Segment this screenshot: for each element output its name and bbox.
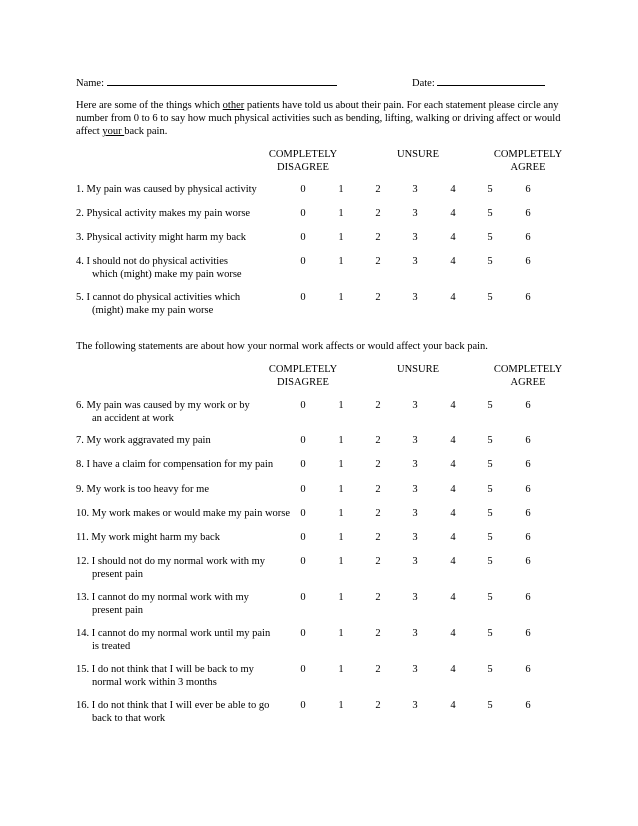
statement-line-1: 6. My pain was caused by my work or by	[76, 400, 250, 411]
date-blank[interactable]	[437, 74, 545, 86]
rating-option-0[interactable]: 0	[300, 184, 306, 195]
rating-option-0[interactable]: 0	[300, 628, 306, 639]
rating-option-5[interactable]: 5	[487, 256, 493, 267]
scale-header-disagree: COMPLETELY DISAGREE	[268, 149, 338, 173]
scale-header-disagree-2: COMPLETELY DISAGREE	[268, 364, 338, 388]
rating-option-2[interactable]: 2	[375, 400, 381, 411]
rating-option-6[interactable]: 6	[525, 232, 531, 243]
rating-option-0[interactable]: 0	[300, 484, 306, 495]
rating-option-5[interactable]: 5	[487, 592, 493, 603]
rating-option-1[interactable]: 1	[338, 628, 344, 639]
rating-option-6[interactable]: 6	[525, 484, 531, 495]
scale-header-unsure: UNSURE	[396, 149, 439, 160]
intro-text-3: back pain.	[124, 126, 168, 137]
rating-option-2[interactable]: 2	[375, 508, 381, 519]
statement-line-2: present pain	[92, 605, 144, 616]
scale-header-agree: COMPLETELY AGREE	[493, 149, 563, 173]
rating-option-3[interactable]: 3	[412, 628, 418, 639]
rating-option-4[interactable]: 4	[450, 628, 456, 639]
rating-option-1[interactable]: 1	[338, 508, 344, 519]
statement-section2-1	[76, 399, 296, 425]
statement-section2-8	[76, 591, 296, 617]
statement-line-1: 2. Physical activity makes my pain worse	[76, 208, 251, 219]
rating-option-0[interactable]: 0	[300, 435, 306, 446]
statement-line-2: (might) make my pain worse	[92, 305, 214, 316]
rating-option-0[interactable]: 0	[300, 459, 306, 470]
rating-option-0[interactable]: 0	[300, 208, 306, 219]
rating-option-2[interactable]: 2	[375, 459, 381, 470]
rating-option-6[interactable]: 6	[525, 400, 531, 411]
rating-option-2[interactable]: 2	[375, 532, 381, 543]
statement-section2-10	[76, 663, 296, 689]
rating-option-0[interactable]: 0	[300, 256, 306, 267]
rating-option-4[interactable]: 4	[450, 256, 456, 267]
rating-option-6[interactable]: 6	[525, 292, 531, 303]
rating-option-2[interactable]: 2	[375, 664, 381, 675]
rating-option-1[interactable]: 1	[338, 556, 344, 567]
rating-option-1[interactable]: 1	[338, 484, 344, 495]
rating-option-1[interactable]: 1	[338, 400, 344, 411]
statement-line-1: 7. My work aggravated my pain	[76, 435, 211, 446]
rating-option-2[interactable]: 2	[375, 628, 381, 639]
rating-option-4[interactable]: 4	[450, 556, 456, 567]
statement-line-2: back to that work	[92, 713, 166, 724]
rating-option-5[interactable]: 5	[487, 532, 493, 543]
rating-option-1[interactable]: 1	[338, 232, 344, 243]
rating-option-4[interactable]: 4	[450, 400, 456, 411]
rating-option-3[interactable]: 3	[412, 232, 418, 243]
rating-option-6[interactable]: 6	[525, 628, 531, 639]
rating-option-5[interactable]: 5	[487, 700, 493, 711]
rating-option-6[interactable]: 6	[525, 532, 531, 543]
rating-option-3[interactable]: 3	[412, 435, 418, 446]
rating-option-5[interactable]: 5	[487, 459, 493, 470]
rating-option-2[interactable]: 2	[375, 256, 381, 267]
rating-option-4[interactable]: 4	[450, 508, 456, 519]
rating-option-5[interactable]: 5	[487, 556, 493, 567]
rating-option-6[interactable]: 6	[525, 508, 531, 519]
statement-section1-4	[76, 255, 296, 281]
rating-option-5[interactable]: 5	[487, 664, 493, 675]
rating-option-5[interactable]: 5	[487, 184, 493, 195]
rating-option-3[interactable]: 3	[412, 208, 418, 219]
rating-option-4[interactable]: 4	[450, 484, 456, 495]
rating-option-0[interactable]: 0	[300, 700, 306, 711]
rating-option-6[interactable]: 6	[525, 700, 531, 711]
rating-option-0[interactable]: 0	[300, 664, 306, 675]
rating-option-1[interactable]: 1	[338, 184, 344, 195]
rating-option-3[interactable]: 3	[412, 184, 418, 195]
rating-option-2[interactable]: 2	[375, 292, 381, 303]
name-label: Name:	[76, 78, 104, 89]
rating-option-1[interactable]: 1	[338, 208, 344, 219]
rating-option-6[interactable]: 6	[525, 208, 531, 219]
rating-option-3[interactable]: 3	[412, 532, 418, 543]
rating-option-2[interactable]: 2	[375, 232, 381, 243]
rating-option-0[interactable]: 0	[300, 292, 306, 303]
rating-option-2[interactable]: 2	[375, 184, 381, 195]
statement-line-1: 11. My work might harm my back	[76, 532, 220, 543]
rating-option-4[interactable]: 4	[450, 184, 456, 195]
rating-option-3[interactable]: 3	[412, 459, 418, 470]
rating-option-5[interactable]: 5	[487, 484, 493, 495]
rating-option-1[interactable]: 1	[338, 700, 344, 711]
rating-option-0[interactable]: 0	[300, 232, 306, 243]
rating-option-5[interactable]: 5	[487, 435, 493, 446]
statement-section2-3	[76, 458, 296, 471]
intro-emphasis-other: other	[222, 100, 245, 111]
rating-option-6[interactable]: 6	[525, 435, 531, 446]
rating-option-2[interactable]: 2	[375, 435, 381, 446]
rating-option-0[interactable]: 0	[300, 400, 306, 411]
statement-line-1: 13. I cannot do my normal work with my	[76, 592, 249, 603]
statement-line-2: is treated	[92, 641, 131, 652]
rating-option-3[interactable]: 3	[412, 700, 418, 711]
rating-option-6[interactable]: 6	[525, 459, 531, 470]
rating-option-4[interactable]: 4	[450, 435, 456, 446]
rating-option-0[interactable]: 0	[300, 556, 306, 567]
rating-option-4[interactable]: 4	[450, 592, 456, 603]
intro-paragraph	[76, 99, 566, 138]
rating-option-2[interactable]: 2	[375, 592, 381, 603]
statement-line-1: 14. I cannot do my normal work until my pain	[76, 628, 271, 639]
rating-option-6[interactable]: 6	[525, 256, 531, 267]
rating-option-1[interactable]: 1	[338, 435, 344, 446]
rating-option-6[interactable]: 6	[525, 556, 531, 567]
rating-option-3[interactable]: 3	[412, 592, 418, 603]
rating-option-5[interactable]: 5	[487, 292, 493, 303]
statement-line-2: normal work within 3 months	[92, 677, 217, 688]
rating-option-1[interactable]: 1	[338, 459, 344, 470]
statement-line-1: 10. My work makes or would make my pain worse	[76, 508, 291, 519]
intro-text-1: Here are some of the things which	[76, 100, 223, 111]
statement-line-1: 16. I do not think that I will ever be able to go	[76, 700, 270, 711]
statement-line-1: 15. I do not think that I will be back to my	[76, 664, 254, 675]
rating-option-6[interactable]: 6	[525, 592, 531, 603]
rating-option-4[interactable]: 4	[450, 459, 456, 470]
statement-section2-7	[76, 555, 296, 581]
scale-header-unsure-2: UNSURE	[396, 364, 439, 375]
statement-line-1: 3. Physical activity might harm my back	[76, 232, 247, 243]
rating-option-5[interactable]: 5	[487, 232, 493, 243]
statement-section2-6	[76, 531, 296, 544]
rating-option-3[interactable]: 3	[412, 664, 418, 675]
statement-section2-9	[76, 627, 296, 653]
rating-option-0[interactable]: 0	[300, 592, 306, 603]
rating-option-2[interactable]: 2	[375, 556, 381, 567]
rating-option-0[interactable]: 0	[300, 508, 306, 519]
rating-option-3[interactable]: 3	[412, 556, 418, 567]
rating-option-3[interactable]: 3	[412, 508, 418, 519]
rating-option-2[interactable]: 2	[375, 484, 381, 495]
rating-option-4[interactable]: 4	[450, 208, 456, 219]
rating-option-4[interactable]: 4	[450, 532, 456, 543]
rating-option-1[interactable]: 1	[338, 292, 344, 303]
rating-option-0[interactable]: 0	[300, 532, 306, 543]
date-label: Date:	[412, 78, 435, 89]
statement-line-2: which (might) make my pain worse	[92, 269, 242, 280]
rating-option-1[interactable]: 1	[338, 592, 344, 603]
statement-section2-5	[76, 507, 296, 520]
rating-option-5[interactable]: 5	[487, 508, 493, 519]
statement-line-1: 1. My pain was caused by physical activity	[76, 184, 257, 195]
statement-line-1: 4. I should not do physical activities	[76, 256, 228, 267]
rating-option-2[interactable]: 2	[375, 208, 381, 219]
statement-section2-11	[76, 699, 296, 725]
name-blank[interactable]	[107, 74, 337, 86]
rating-option-6[interactable]: 6	[525, 664, 531, 675]
rating-option-4[interactable]: 4	[450, 664, 456, 675]
statement-section2-4	[76, 483, 296, 496]
statement-section1-1	[76, 183, 296, 196]
rating-option-5[interactable]: 5	[487, 628, 493, 639]
rating-option-4[interactable]: 4	[450, 292, 456, 303]
rating-option-1[interactable]: 1	[338, 664, 344, 675]
statement-line-2: an accident at work	[92, 413, 174, 424]
statement-line-1: 5. I cannot do physical activities which	[76, 292, 241, 303]
statement-section1-2	[76, 207, 296, 220]
date-field	[412, 74, 545, 90]
rating-option-6[interactable]: 6	[525, 184, 531, 195]
statement-line-1: 12. I should not do my normal work with my	[76, 556, 265, 567]
intro-text-2: patients have told us about their pain. For each statement please circle any number from 0 to 6 to say how much physical activities such as bending, lifting, walking or driving affect or would affect	[76, 100, 561, 137]
statement-section2-2	[76, 434, 296, 447]
rating-option-4[interactable]: 4	[450, 232, 456, 243]
rating-option-5[interactable]: 5	[487, 400, 493, 411]
name-field	[76, 74, 337, 90]
scale-header-agree-2: COMPLETELY AGREE	[493, 364, 563, 388]
rating-option-2[interactable]: 2	[375, 700, 381, 711]
rating-option-1[interactable]: 1	[338, 256, 344, 267]
statement-section1-3	[76, 231, 296, 244]
rating-option-5[interactable]: 5	[487, 208, 493, 219]
rating-option-4[interactable]: 4	[450, 700, 456, 711]
rating-option-3[interactable]: 3	[412, 256, 418, 267]
rating-option-1[interactable]: 1	[338, 532, 344, 543]
statement-section1-5	[76, 291, 296, 317]
rating-option-3[interactable]: 3	[412, 292, 418, 303]
statement-line-1: 8. I have a claim for compensation for my pain	[76, 459, 274, 470]
rating-option-3[interactable]: 3	[412, 484, 418, 495]
statement-line-1: 9. My work is too heavy for me	[76, 484, 209, 495]
rating-option-3[interactable]: 3	[412, 400, 418, 411]
statement-line-2: present pain	[92, 569, 144, 580]
intro-emphasis-your: your	[102, 126, 125, 137]
section2-intro: The following statements are about how your normal work affects or would affect your back pain.	[76, 341, 488, 352]
